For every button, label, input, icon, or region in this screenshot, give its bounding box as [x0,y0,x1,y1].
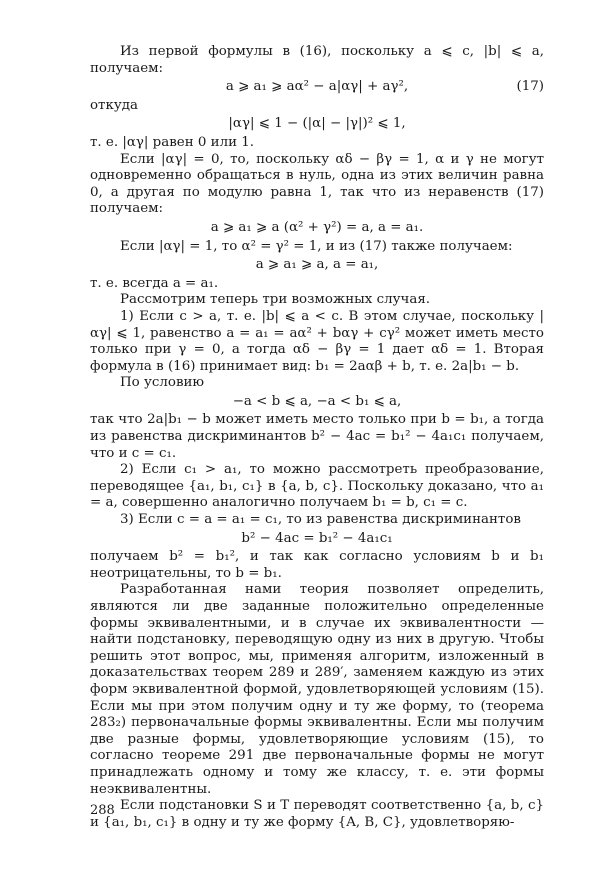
formula [90,79,544,96]
formula [90,531,544,548]
formula [90,116,544,133]
page-number: 288 [90,803,115,818]
formula-text: a ⩾ a₁ ⩾ a, a = a₁, [255,257,379,273]
paragraph: Разработанная нами теория позволяет определить, являются ли две заданные положительно определенные формы эквивалентными, и в случае их эквивалентности — найти подстановку, переводящую одну из них в другую. Чтобы решить этот вопрос, мы, применяя алгоритм, изложенный в доказательствах теорем 289 и 289′, заменяем каждую из этих форм эквивалентной формой, удовлетворяющей условиям (15). Если мы при этом получим одну и ту же форму, то (теорема 283₂) первоначальные формы эквивалентны. Если мы получим две разные формы, удовлетворяющие условиям (15), то согласно теореме 291 две первоначальные формы не могут принадлежать одному и тому же классу, т. е. эти формы неэквивалентны. [90,582,544,797]
page-body [90,44,544,831]
paragraph: откуда [90,97,138,113]
formula-text: a ⩾ a₁ ⩾ a (α² + γ²) = a, a = a₁. [210,219,424,235]
paragraph: получаем b² = b₁², и так как согласно условиям b и b₁ неотрицательны, то b = b₁. [90,549,544,581]
formula-text: |αγ| ⩽ 1 − (|α| − |γ|)² ⩽ 1, [228,116,406,132]
formula-text: −a < b ⩽ a, −a < b₁ ⩽ a, [232,393,402,409]
formula [90,394,544,411]
formula-text: a ⩾ a₁ ⩾ aα² − a|αγ| + aγ², [225,79,409,95]
paragraph: Если |αγ| = 1, то α² = γ² = 1, и из (17) также получаем: [120,238,513,254]
formula-number: (17) [516,79,544,95]
paragraph: так что 2a|b₁ − b может иметь место только при b = b₁, а тогда из равенства дискриминантов b² − 4ac = b₁² − 4a₁c₁ получаем, что и c = c₁. [90,412,544,461]
paragraph: Если |αγ| = 0, то, поскольку αδ − βγ = 1, α и γ не могут одновременно обращаться в нуль, одна из этих величин равна 0, а другая по модулю равна 1, так что из неравенств (17) получаем: [90,151,544,217]
paragraph: 2) Если c₁ > a₁, то можно рассмотреть преобразование, переводящее {a₁, b₁, c₁} в {a, b, c}. Поскольку доказано, что a₁ = a, совершенно аналогично получаем b₁ = b, c₁ = c. [90,462,544,511]
formula [90,220,544,237]
formula [90,257,544,274]
paragraph: Если подстановки S и T переводят соответственно {a, b, c} и {a₁, b₁, c₁} в одну и ту же форму {A, B, C}, удовлетворяю- [90,798,544,830]
formula-text: b² − 4ac = b₁² − 4a₁c₁ [241,530,393,546]
paragraph: По условию [120,375,205,391]
paragraph: т. е. всегда a = a₁. [90,275,219,291]
paragraph: 1) Если c > a, т. е. |b| ⩽ a < c. В этом случае, поскольку |αγ| ⩽ 1, равенство a = a₁ = aα² + bαγ + cγ² может иметь место только при γ = 0, а тогда αδ − βγ = 1 дает αδ = 1. Вторая формула в (16) принимает вид: b₁ = 2aαβ + b, т. е. 2a|b₁ − b. [90,308,544,374]
paragraph: Рассмотрим теперь три возможных случая. [120,292,431,308]
paragraph: т. е. |αγ| равен 0 или 1. [90,134,255,150]
paragraph: 3) Если c = a = a₁ = c₁, то из равенства дискриминантов [120,512,521,528]
paragraph: Из первой формулы в (16), поскольку a ⩽ c, |b| ⩽ a, получаем: [90,44,544,76]
